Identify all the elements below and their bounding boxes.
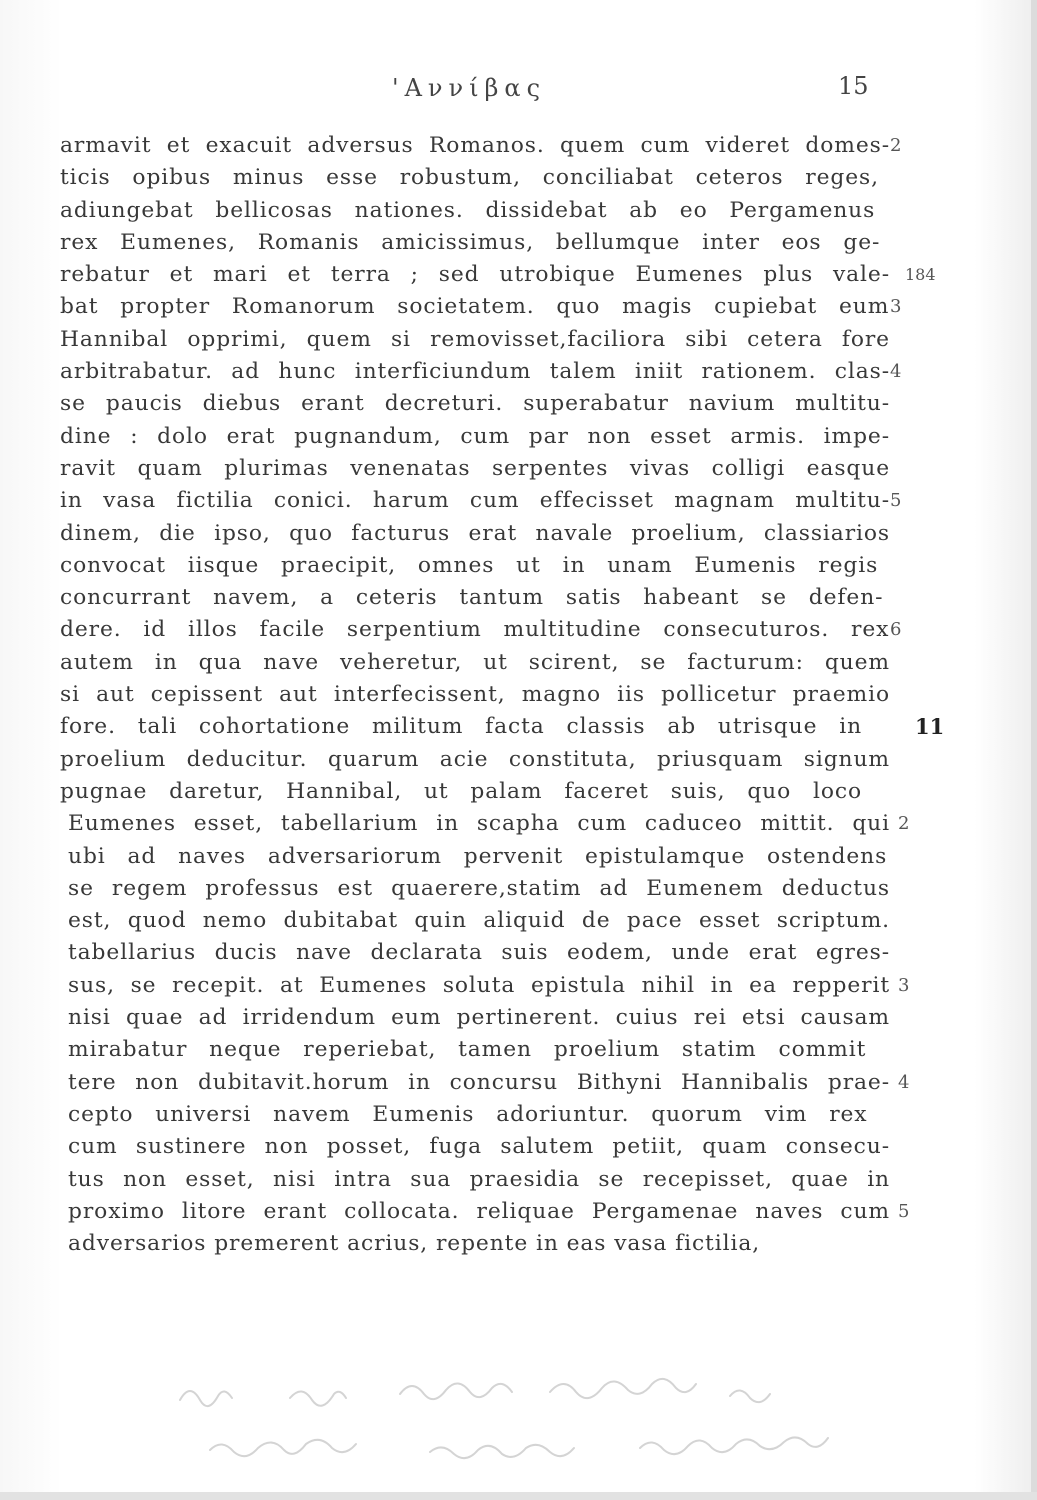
text-line (60, 227, 990, 259)
text-line-content: ravit quam plurimas venenatas serpentes vivas colligi easque (60, 455, 890, 481)
text-line (60, 421, 990, 453)
running-head (0, 70, 1037, 110)
text-line-content: concurrant navem, a ceteris tantum satis habeant se defen- (60, 585, 884, 611)
section-number: 4 (890, 361, 902, 383)
text-line (60, 324, 990, 356)
text-line (60, 388, 990, 420)
text-line (60, 873, 990, 905)
text-line-content: ticis opibus minus esse robustum, conciliabat ceteros reges, (60, 165, 879, 191)
text-line (60, 259, 990, 291)
text-line (60, 679, 990, 711)
section-number: 3 (890, 296, 902, 318)
text-line-content: si aut cepissent aut interfecissent, magno iis pollicetur praemio (60, 682, 890, 708)
section-number: 6 (890, 619, 902, 641)
text-line-content: tabellarius ducis nave declarata suis eodem, unde erat egres- (68, 940, 890, 966)
text-line (60, 356, 990, 388)
section-number: 5 (890, 490, 902, 512)
section-number: 4 (898, 1071, 910, 1093)
text-line (60, 550, 990, 582)
text-line-content: adversarios premerent acrius, repente in eas vasa fictilia, (68, 1231, 761, 1257)
text-line-content: mirabatur neque reperiebat, tamen proelium statim commit (68, 1037, 867, 1063)
text-line (60, 776, 990, 808)
text-line-content: proximo litore erant collocata. reliquae Pergamenae naves cum (68, 1198, 890, 1224)
text-line (60, 195, 990, 227)
text-line-content: nisi quae ad irridendum eum pertinerent. cuius rei etsi causam (68, 1005, 890, 1031)
text-line (60, 485, 990, 517)
text-line (60, 130, 990, 162)
section-number: 5 (898, 1200, 910, 1222)
text-line-content: se paucis diebus erant decreturi. superabatur navium multitu- (60, 391, 890, 417)
page-number: 15 (838, 72, 869, 100)
text-line-content: pugnae daretur, Hannibal, ut palam faceret suis, quo loco (60, 778, 862, 804)
text-line-content: tere non dubitavit.horum in concursu Bithyni Hannibalis prae- (68, 1069, 890, 1095)
page-bottom-shadow (0, 1492, 1037, 1500)
text-line-content: cepto universi navem Eumenis adoriuntur. quorum vim rex (68, 1101, 868, 1127)
text-line-content: dine : dolo erat pugnandum, cum par non esset armis. impe- (60, 423, 890, 449)
text-line (60, 937, 990, 969)
text-line-content: ubi ad naves adversariorum pervenit epistulamque ostendens (68, 843, 888, 869)
text-line (60, 291, 990, 323)
text-line-content: rex Eumenes, Romanis amicissimus, bellumque inter eos ge- (60, 229, 881, 255)
text-line (60, 614, 990, 646)
text-line (60, 1034, 990, 1066)
text-line (60, 518, 990, 550)
text-line (60, 1164, 990, 1196)
text-line-content: autem in qua nave veheretur, ut scirent, se facturum: quem (60, 649, 890, 675)
text-line-content: se regem professus est quaerere,statim ad Eumenem deductus (68, 875, 890, 901)
text-line (60, 1067, 990, 1099)
text-line-content: Hannibal opprimi, quem si removisset,faciliora sibi cetera fore (60, 326, 890, 352)
text-line-content: convocat iisque praecipit, omnes ut in unam Eumenis regis (60, 552, 879, 578)
section-number: 2 (898, 813, 910, 835)
text-line (60, 1099, 990, 1131)
text-line-content: dinem, die ipso, quo facturus erat navale proelium, classiarios (60, 520, 890, 546)
text-line-content: est, quod nemo dubitabat quin aliquid de pace esset scriptum. (68, 908, 890, 934)
faint-handwritten-notes (170, 1370, 960, 1480)
text-line (60, 711, 990, 743)
text-line-content: fore. tali cohortatione militum facta classis ab utrisque in (60, 714, 863, 740)
text-line-content: arbitrabatur. ad hunc interficiundum talem iniit rationem. clas- (60, 359, 890, 385)
text-line (60, 453, 990, 485)
page-edge-shadow (1031, 0, 1037, 1500)
text-line-content: Eumenes esset, tabellarium in scapha cum caduceo mittit. qui (68, 811, 890, 837)
text-line-content: tus non esset, nisi intra sua praesidia se recepisset, quae in (68, 1166, 890, 1192)
text-line-content: cum sustinere non posset, fuga salutem petiit, quam consecu- (68, 1134, 890, 1160)
section-number: 3 (898, 974, 910, 996)
text-line (60, 1228, 990, 1260)
text-line (60, 1196, 990, 1228)
text-line-content: proelium deducitur. quarum acie constituta, priusquam signum (60, 746, 890, 772)
text-line-content: in vasa fictilia conici. harum cum effecisset magnam multitu- (60, 488, 890, 514)
text-line (60, 1131, 990, 1163)
text-line (60, 808, 990, 840)
text-line-content: rebatur et mari et terra ; sed utrobique Eumenes plus vale- (60, 262, 890, 288)
text-line (60, 1002, 990, 1034)
text-line (60, 647, 990, 679)
text-line (60, 841, 990, 873)
year-margin-note: 184 (905, 265, 936, 285)
text-line-content: armavit et exacuit adversus Romanos. quem cum videret domes- (60, 133, 890, 158)
running-title: 'Αννίβας (392, 74, 547, 102)
chapter-number: 11 (915, 714, 945, 740)
section-number: 2 (890, 135, 902, 156)
text-line (60, 162, 990, 194)
text-line-content: bat propter Romanorum societatem. quo magis cupiebat eum (60, 294, 890, 320)
text-line (60, 970, 990, 1002)
text-line (60, 905, 990, 937)
text-line-content: dere. id illos facile serpentium multitudine consecuturos. rex (60, 617, 890, 643)
latin-text-block (60, 130, 990, 1260)
text-line-content: sus, se recepit. at Eumenes soluta epistula nihil in ea repperit (68, 972, 890, 998)
text-line (60, 582, 990, 614)
text-line-content: adiungebat bellicosas nationes. dissidebat ab eo Pergamenus (60, 197, 876, 223)
text-line (60, 744, 990, 776)
